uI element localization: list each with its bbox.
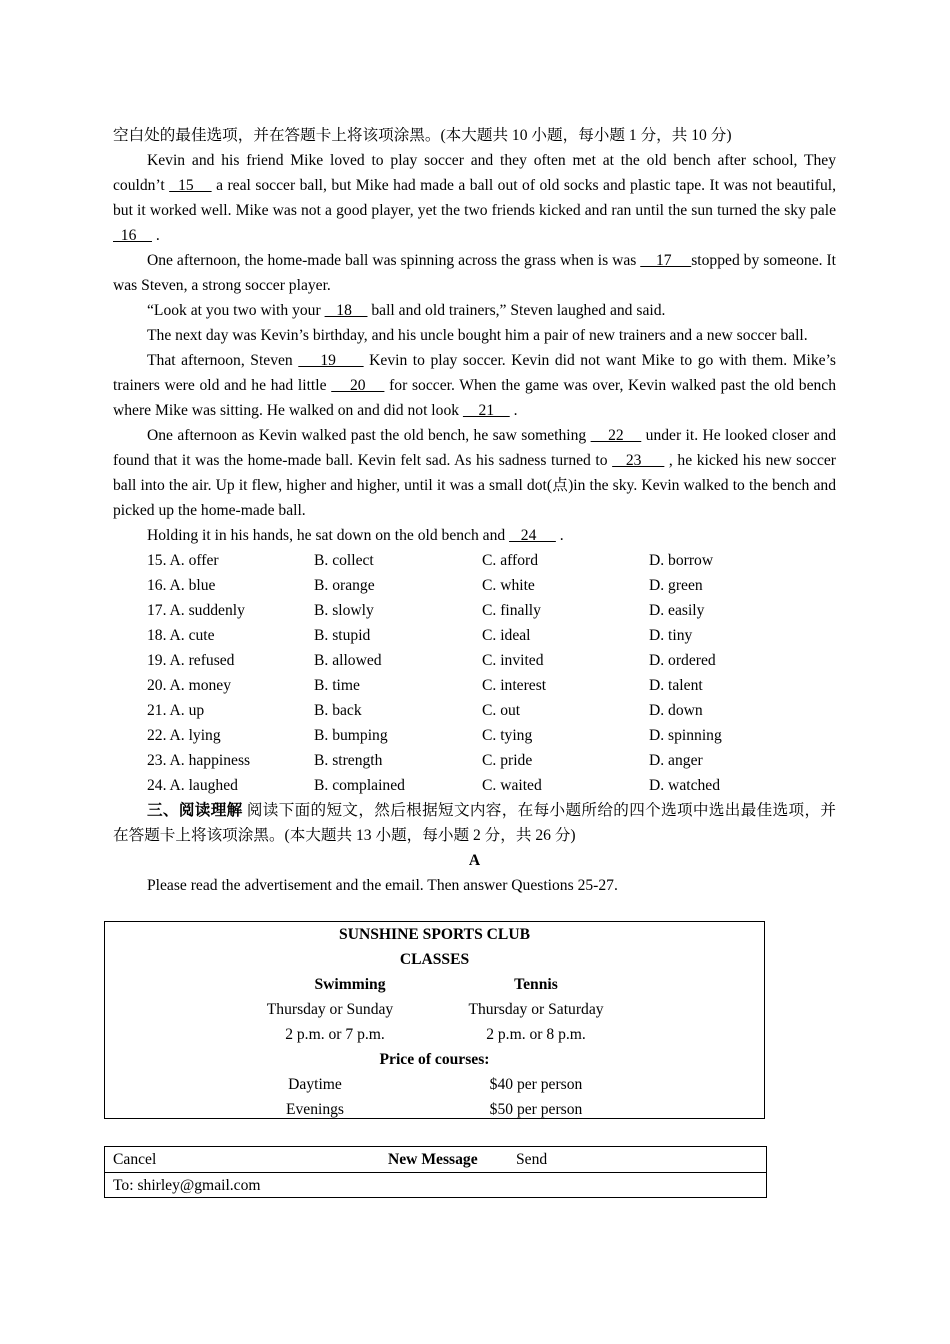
email-header [105, 1147, 766, 1173]
evening-price-row [105, 1097, 764, 1122]
price-heading: Price of courses: [379, 1051, 490, 1068]
option-row-15: 15. A. offer B. collect C. afford D. borrow [147, 552, 714, 569]
blank-20: 20 [331, 377, 385, 394]
swimming-days: Thursday or Sunday [266, 1001, 394, 1018]
part-label: A [468, 852, 481, 869]
ad-times-row [105, 1022, 764, 1047]
options-list [113, 548, 836, 798]
option-row-18: 18. A. cute B. stupid C. ideal D. tiny [147, 627, 693, 644]
option-row-19: 19. A. refused B. allowed C. invited D. ordered [147, 652, 716, 669]
evening-label: Evenings [285, 1101, 345, 1118]
ad-subtitle: CLASSES [399, 951, 470, 968]
passage-paragraph-3: “Look at you two with your 18 ball and old trainers,” Steven laughed and said. [147, 302, 666, 319]
reading-prompt: Please read the advertisement and the email. Then answer Questions 25-27. [147, 877, 618, 894]
blank-22: 22 [590, 427, 642, 444]
passage-paragraph-1: Kevin and his friend Mike loved to play soccer and they often met at the old bench after school, They couldn’t 15 a real soccer ball, but Mike had made a ball out of old socks and plastic tape. It was not beautiful, but it worked well. Mike was not a good player, yet the two friends kicked and ran until the sun turned the sky pale 16 . [113, 152, 836, 244]
passage-paragraph-2: One afternoon, the home-made ball was spinning across the grass when is was 17 stopped by someone. It was Steven, a strong soccer player. [113, 252, 836, 294]
ad-title: SUNSHINE SPORTS CLUB [339, 926, 530, 943]
advertisement-box [104, 921, 765, 1119]
intro-line: 空白处的最佳选项，并在答题卡上将该项涂黑。(本大题共 10 小题，每小题 1 分，共 10 分) [113, 127, 732, 144]
option-row-20: 20. A. money B. time C. interest D. talent [147, 677, 703, 694]
blank-15: 15 [169, 177, 212, 194]
email-to-line: To: shirley@gmail.com [113, 1177, 261, 1194]
blank-18: 18 [324, 302, 368, 319]
option-row-22: 22. A. lying B. bumping C. tying D. spinning [147, 727, 722, 744]
document-page [113, 123, 836, 898]
email-title: New Message [388, 1151, 478, 1168]
passage-paragraph-6: One afternoon as Kevin walked past the old bench, he saw something 22 under it. He looked closer and found that it was the home-made ball. Kevin felt sad. As his sadness turned to 23 , he kicked his new soccer ball into the air. Up it flew, higher and higher, until it was a small dot(点)in the sky. Kevin walked to the bench and picked up the home-made ball. [113, 427, 836, 519]
swimming-heading: Swimming [314, 976, 386, 993]
passage-paragraph-7: Holding it in his hands, he sat down on the old bench and 24 . [147, 527, 564, 544]
option-row-24: 24. A. laughed B. complained C. waited D. watched [147, 777, 721, 794]
option-row-23: 23. A. happiness B. strength C. pride D. anger [147, 752, 703, 769]
blank-24: 24 [509, 527, 556, 544]
tennis-heading: Tennis [514, 976, 558, 993]
blank-19: 19 [298, 352, 364, 369]
email-box [104, 1146, 767, 1198]
option-row-16: 16. A. blue B. orange C. white D. green [147, 577, 703, 594]
ad-days-row [105, 997, 764, 1022]
ad-column-heads [105, 972, 764, 997]
tennis-days: Thursday or Saturday [468, 1001, 604, 1018]
tennis-times: 2 p.m. or 8 p.m. [486, 1026, 586, 1043]
option-row-21: 21. A. up B. back C. out D. down [147, 702, 703, 719]
daytime-price: $40 per person [489, 1076, 583, 1093]
option-row-17: 17. A. suddenly B. slowly C. finally D. easily [147, 602, 705, 619]
section-3-instructions: 三、阅读理解 阅读下面的短文，然后根据短文内容，在每小题所给的四个选项中选出最佳选项，并在答题卡上将该项涂黑。(本大题共 13 小题，每小题 2 分，共 26 分) [113, 802, 836, 844]
send-button[interactable]: Send [516, 1151, 548, 1168]
blank-16: 16 [113, 227, 152, 244]
daytime-label: Daytime [288, 1076, 342, 1093]
blank-17: 17 [640, 252, 692, 269]
passage-paragraph-4: The next day was Kevin’s birthday, and his uncle bought him a pair of new trainers and a new soccer ball. [147, 327, 808, 344]
section-3-heading: 三、阅读理解 [147, 802, 243, 819]
cancel-button[interactable]: Cancel [113, 1151, 157, 1168]
daytime-price-row [105, 1072, 764, 1097]
swimming-times: 2 p.m. or 7 p.m. [285, 1026, 385, 1043]
evening-price: $50 per person [489, 1101, 583, 1118]
passage-paragraph-5: That afternoon, Steven 19 Kevin to play soccer. Kevin did not want Mike to go with them. Mike’s trainers were old and he had little 20 for soccer. When the game was over, Kevin walked past the old bench where Mike was sitting. He walked on and did not look 21 . [113, 352, 837, 419]
blank-21: 21 [462, 402, 510, 419]
blank-23: 23 [612, 452, 665, 469]
